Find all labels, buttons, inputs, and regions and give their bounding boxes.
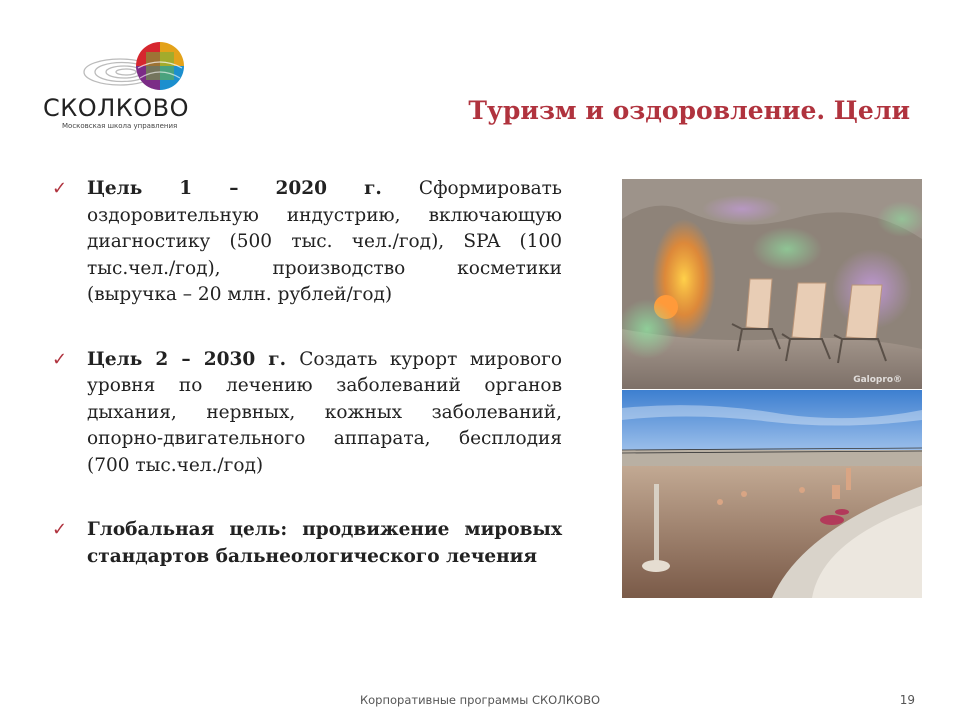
logo-name: СКОЛКОВО (43, 94, 190, 122)
slide-title: Туризм и оздоровление. Цели (468, 96, 910, 125)
page-number: 19 (899, 693, 915, 707)
checkmark-icon: ✓ (52, 178, 68, 199)
footer-text: Корпоративные программы СКОЛКОВО (359, 693, 601, 707)
goal-item (52, 517, 562, 570)
photo-watermark: Galopro® (853, 375, 902, 385)
goal-head: Цель 2 – 2030 г. (87, 348, 300, 370)
goal-item (52, 176, 562, 309)
goal-item (52, 347, 562, 480)
checkmark-icon: ✓ (52, 348, 68, 370)
goal-head: Цель 1 – 2020 г. (87, 178, 419, 199)
salt-lake-photo (622, 390, 922, 598)
salt-cave-photo (622, 179, 922, 389)
goals-list (52, 176, 562, 570)
logo (40, 38, 190, 138)
checkmark-icon: ✓ (52, 519, 68, 540)
goal-text: Сформировать оздоровительную индустрию, включающую диагностику (500 тыс. чел./год), SPA (100 тыс.чел./год), производство косметики (выручка – 20 млн. рублей/год) (87, 178, 562, 305)
goal-text: Создать курорт мирового уровня по лечению заболеваний органов дыхания, нервных, кожных заболеваний, опорно-двигательного аппарата, бесплодия (700 тыс.чел./год) (87, 348, 563, 476)
logo-subtitle: Московская школа управления (62, 122, 178, 130)
goal-text: Глобальная цель: продвижение мировых стандартов бальнеологического лечения (87, 519, 562, 567)
